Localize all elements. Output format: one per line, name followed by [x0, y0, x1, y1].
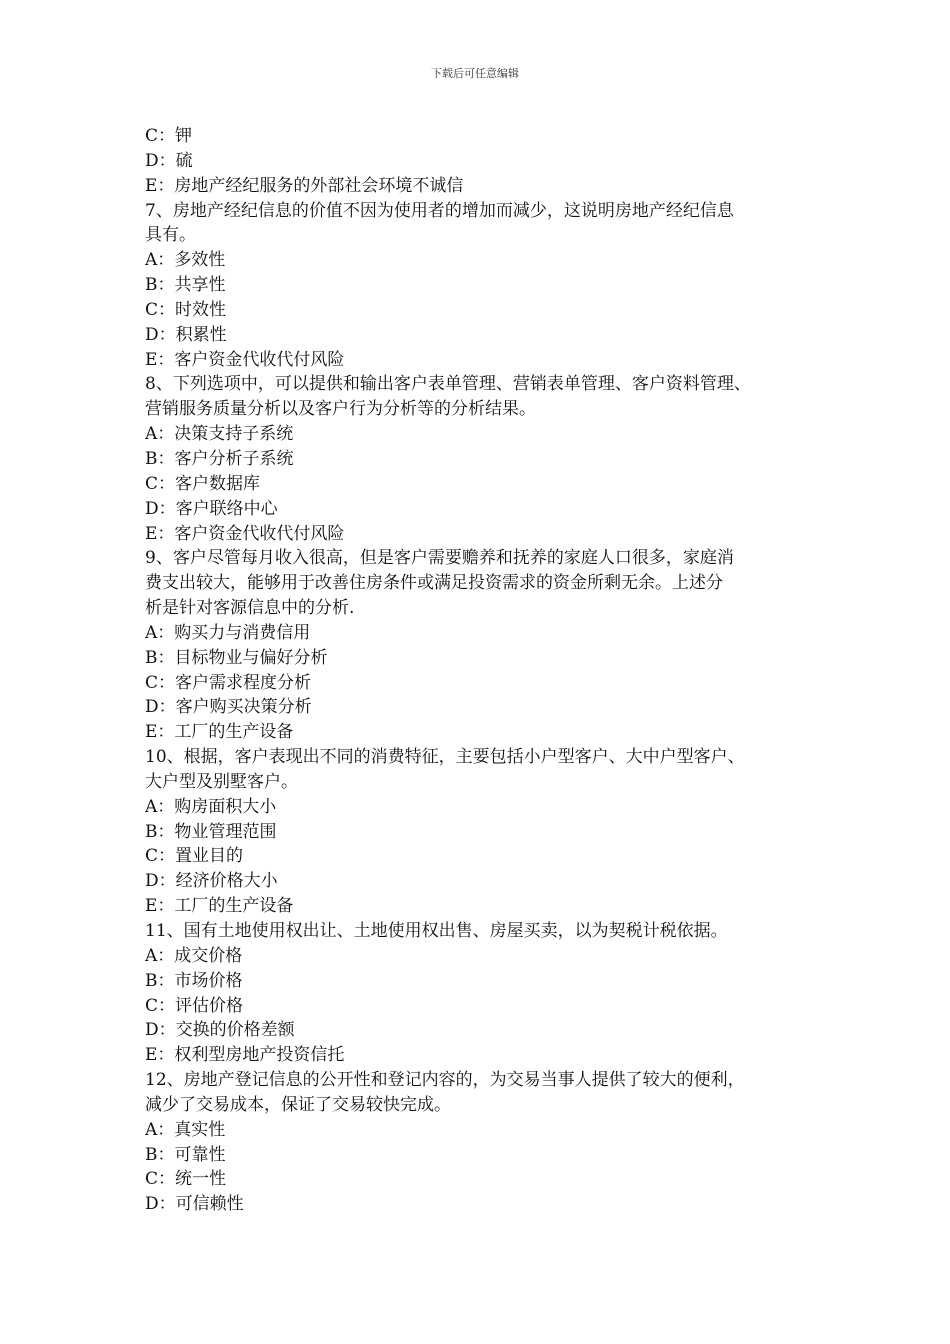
- text-line: 减少了交易成本，保证了交易较快完成。: [145, 1094, 451, 1115]
- text-line: 大户型及别墅客户。: [145, 771, 298, 792]
- text-line: C：评估价格: [145, 995, 244, 1016]
- page-header: 下载后可任意编辑: [431, 67, 519, 80]
- text-line: B：客户分析子系统: [145, 448, 294, 469]
- text-line: B：市场价格: [145, 970, 243, 991]
- text-line: D：可信赖性: [145, 1194, 244, 1215]
- text-line: E：权利型房地产投资信托: [145, 1045, 345, 1066]
- text-line: 析是针对客源信息中的分析.: [145, 598, 355, 619]
- text-line: C：钾: [145, 126, 193, 146]
- text-line: E：客户资金代收代付风险: [145, 523, 345, 544]
- text-line: E：房地产经纪服务的外部社会环境不诚信: [145, 175, 464, 196]
- text-line: D：交换的价格差额: [145, 1020, 295, 1041]
- text-line: 营销服务质量分析以及客户行为分析等的分析结果。: [145, 399, 536, 420]
- text-line: D：客户联络中心: [145, 498, 278, 519]
- text-line: C：客户需求程度分析: [145, 672, 312, 693]
- text-line: A：多效性: [145, 250, 226, 271]
- text-line: A：真实性: [145, 1119, 226, 1140]
- text-line: 7、房地产经纪信息的价值不因为使用者的增加而减少，这说明房地产经纪信息: [145, 200, 734, 221]
- text-line: A：购房面积大小: [145, 796, 277, 817]
- text-line: 具有。: [145, 225, 196, 246]
- text-line: 11、国有土地使用权出让、土地使用权出售、房屋买卖，以为契税计税依据。: [145, 921, 728, 941]
- text-line: 10、根据，客户表现出不同的消费特征，主要包括小户型客户、大中户型客户、: [145, 747, 745, 768]
- text-line: B：目标物业与偏好分析: [145, 647, 328, 668]
- text-line: 9、客户尽管每月收入很高，但是客户需要赡养和抚养的家庭人口很多，家庭消: [145, 548, 734, 569]
- text-line: D：积累性: [145, 324, 227, 345]
- text-line: D：硫: [145, 150, 193, 171]
- text-line: D：经济价格大小: [145, 871, 278, 892]
- text-line: 12、房地产登记信息的公开性和登记内容的，为交易当事人提供了较大的便利，: [145, 1070, 745, 1091]
- text-line: B：可靠性: [145, 1144, 226, 1165]
- text-line: E：工厂的生产设备: [145, 722, 294, 743]
- text-line: C：统一性: [145, 1169, 227, 1190]
- text-line: 8、下列选项中，可以提供和输出客户表单管理、营销表单管理、客户资料管理、: [145, 374, 751, 395]
- text-line: C：时效性: [145, 299, 227, 320]
- text-line: E：客户资金代收代付风险: [145, 349, 345, 370]
- text-line: C：客户数据库: [145, 473, 261, 494]
- text-line: D：客户购买决策分析: [145, 697, 312, 718]
- text-line: C：置业目的: [145, 846, 244, 867]
- text-line: A：成交价格: [145, 945, 243, 966]
- text-line: B：物业管理范围: [145, 821, 277, 842]
- text-line: E：工厂的生产设备: [145, 896, 294, 917]
- text-line: A：决策支持子系统: [145, 424, 294, 445]
- text-line: A：购买力与消费信用: [145, 622, 311, 643]
- text-line: B：共享性: [145, 275, 226, 296]
- document-body: [145, 124, 825, 1217]
- text-line: 费支出较大，能够用于改善住房条件或满足投资需求的资金所剩无余。上述分: [145, 573, 723, 594]
